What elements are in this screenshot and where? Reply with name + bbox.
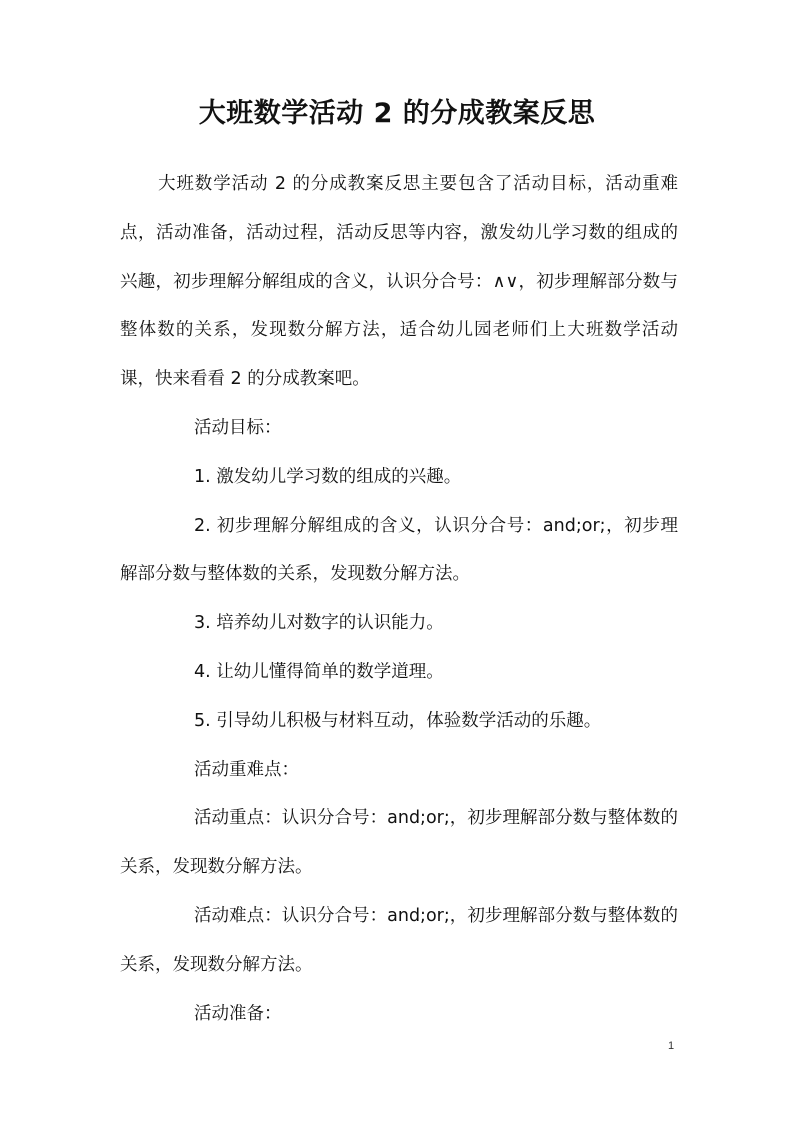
intro-paragraph: 大班数学活动 2 的分成教案反思主要包含了活动目标，活动重难点，活动准备，活动过程，活动反思等内容，激发幼儿学习数的组成的兴趣，初步理解分解组成的含义，认识分合号：∧∨，初步理解部分数与整体数的关系，发现数分解方法，适合幼儿园老师们上大班数学活动课，快来看看 2 的分成教案吧。 — [120, 174, 678, 390]
preparation-heading: 活动准备： — [194, 1003, 282, 1024]
goal-item-1: 1. 激发幼儿学习数的组成的兴趣。 — [194, 466, 462, 487]
goal-item-4: 4. 让幼儿懂得简单的数学道理。 — [194, 661, 444, 682]
key-point-paragraph: 活动重点：认识分合号：and;or;，初步理解部分数与整体数的关系，发现数分解方法。 — [120, 808, 678, 878]
document-body — [120, 160, 678, 1038]
document-title: 大班数学活动 2 的分成教案反思 — [198, 98, 596, 129]
goal-item-3: 3. 培养幼儿对数字的认识能力。 — [194, 613, 444, 634]
page-number: 1 — [667, 1040, 675, 1052]
key-difficult-heading: 活动重难点： — [194, 759, 299, 780]
goal-item-2: 2. 初步理解分解组成的含义，认识分合号：and;or;，初步理解部分数与整体数的关系，发现数分解方法。 — [120, 515, 679, 585]
goals-heading: 活动目标： — [194, 417, 282, 438]
difficult-point-paragraph: 活动难点：认识分合号：and;or;，初步理解部分数与整体数的关系，发现数分解方法。 — [120, 905, 678, 975]
goal-item-5: 5. 引导幼儿积极与材料互动，体验数学活动的乐趣。 — [194, 710, 602, 731]
